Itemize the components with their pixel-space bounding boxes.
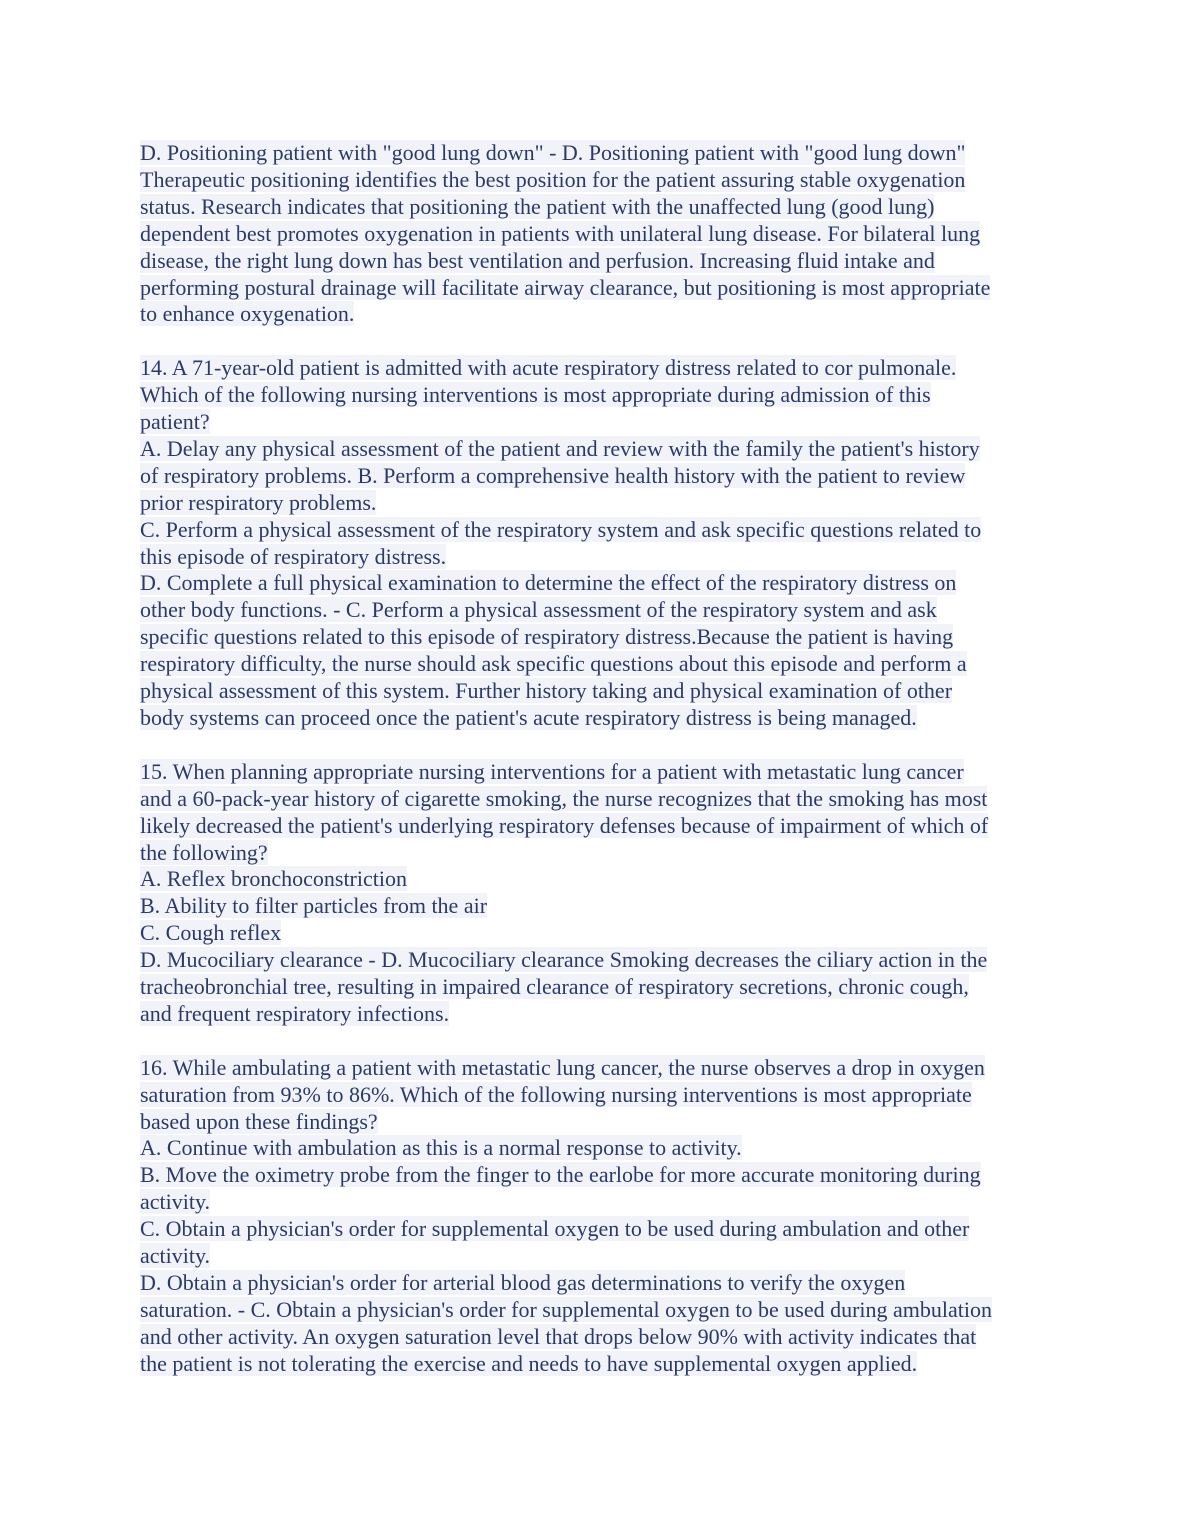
text-line: 14. A 71-year-old patient is admitted with acute respiratory distress related to cor pulmonale. (140, 355, 957, 381)
text-line: of respiratory problems. B. Perform a comprehensive health history with the patient to review (140, 462, 966, 488)
text-line: Therapeutic positioning identifies the best position for the patient assuring stable oxygenation (140, 166, 966, 192)
text-line: prior respiratory problems. (140, 489, 377, 515)
text-line: other body functions. - C. Perform a physical assessment of the respiratory system and ask (140, 597, 937, 623)
text-line: likely decreased the patient's underlying respiratory defenses because of impairment of which of (140, 812, 989, 838)
text-line: activity. (140, 1243, 211, 1269)
text-line: and other activity. An oxygen saturation level that drops below 90% with activity indicates that (140, 1323, 977, 1349)
text-line: based upon these findings? (140, 1108, 378, 1134)
text-line: dependent best promotes oxygenation in patients with unilateral lung disease. For bilateral lung (140, 220, 981, 246)
text-line: to enhance oxygenation. (140, 301, 355, 327)
text-line: body systems can proceed once the patient's acute respiratory distress is being managed. (140, 705, 917, 731)
text-line: A. Reflex bronchoconstriction (140, 866, 407, 892)
text-line: D. Mucociliary clearance - D. Mucociliary clearance Smoking decreases the ciliary action in the (140, 947, 988, 973)
question-block-14 (140, 355, 1050, 732)
text-line: patient? (140, 409, 210, 435)
text-line: D. Complete a full physical examination to determine the effect of the respiratory distress on (140, 570, 957, 596)
text-line: the patient is not tolerating the exercise and needs to have supplemental oxygen applied. (140, 1350, 918, 1376)
text-line: 15. When planning appropriate nursing interventions for a patient with metastatic lung cancer (140, 758, 964, 784)
text-line: disease, the right lung down has best ventilation and perfusion. Increasing fluid intake and (140, 247, 935, 273)
text-line: and a 60-pack-year history of cigarette smoking, the nurse recognizes that the smoking has most (140, 785, 988, 811)
text-line: tracheobronchial tree, resulting in impaired clearance of respiratory secretions, chronic cough, (140, 974, 969, 1000)
question-block-15 (140, 759, 1050, 1028)
text-line: and frequent respiratory infections. (140, 1000, 450, 1026)
text-line: activity. (140, 1189, 211, 1215)
text-line: D. Obtain a physician's order for arterial blood gas determinations to verify the oxygen (140, 1270, 906, 1296)
document-page (140, 140, 1050, 1405)
text-line: saturation. - C. Obtain a physician's order for supplemental oxygen to be used during ambulation (140, 1296, 992, 1322)
text-line: B. Move the oximetry probe from the finger to the earlobe for more accurate monitoring during (140, 1162, 981, 1188)
answer-block-13 (140, 140, 1050, 328)
text-line: C. Obtain a physician's order for supplemental oxygen to be used during ambulation and other (140, 1216, 970, 1242)
text-line: performing postural drainage will facilitate airway clearance, but positioning is most appropriate (140, 274, 991, 300)
text-line: C. Perform a physical assessment of the respiratory system and ask specific questions related to (140, 516, 982, 542)
text-line: respiratory difficulty, the nurse should ask specific questions about this episode and perform a (140, 651, 967, 677)
text-line: physical assessment of this system. Further history taking and physical examination of other (140, 678, 953, 704)
text-line: A. Continue with ambulation as this is a normal response to activity. (140, 1135, 742, 1161)
text-line: A. Delay any physical assessment of the patient and review with the family the patient's history (140, 435, 980, 461)
text-line: status. Research indicates that positioning the patient with the unaffected lung (good lung) (140, 193, 935, 219)
text-line: C. Cough reflex (140, 920, 282, 946)
text-line: B. Ability to filter particles from the air (140, 893, 488, 919)
text-line: saturation from 93% to 86%. Which of the following nursing interventions is most appropriate (140, 1081, 972, 1107)
text-line: this episode of respiratory distress. (140, 543, 447, 569)
text-line: Which of the following nursing interventions is most appropriate during admission of this (140, 382, 931, 408)
text-line: the following? (140, 839, 268, 865)
text-line: 16. While ambulating a patient with metastatic lung cancer, the nurse observes a drop in oxygen (140, 1054, 985, 1080)
text-line: specific questions related to this episode of respiratory distress.Because the patient is having (140, 624, 954, 650)
question-block-16 (140, 1055, 1050, 1378)
text-line: D. Positioning patient with "good lung down" - D. Positioning patient with "good lung down" (140, 140, 966, 165)
